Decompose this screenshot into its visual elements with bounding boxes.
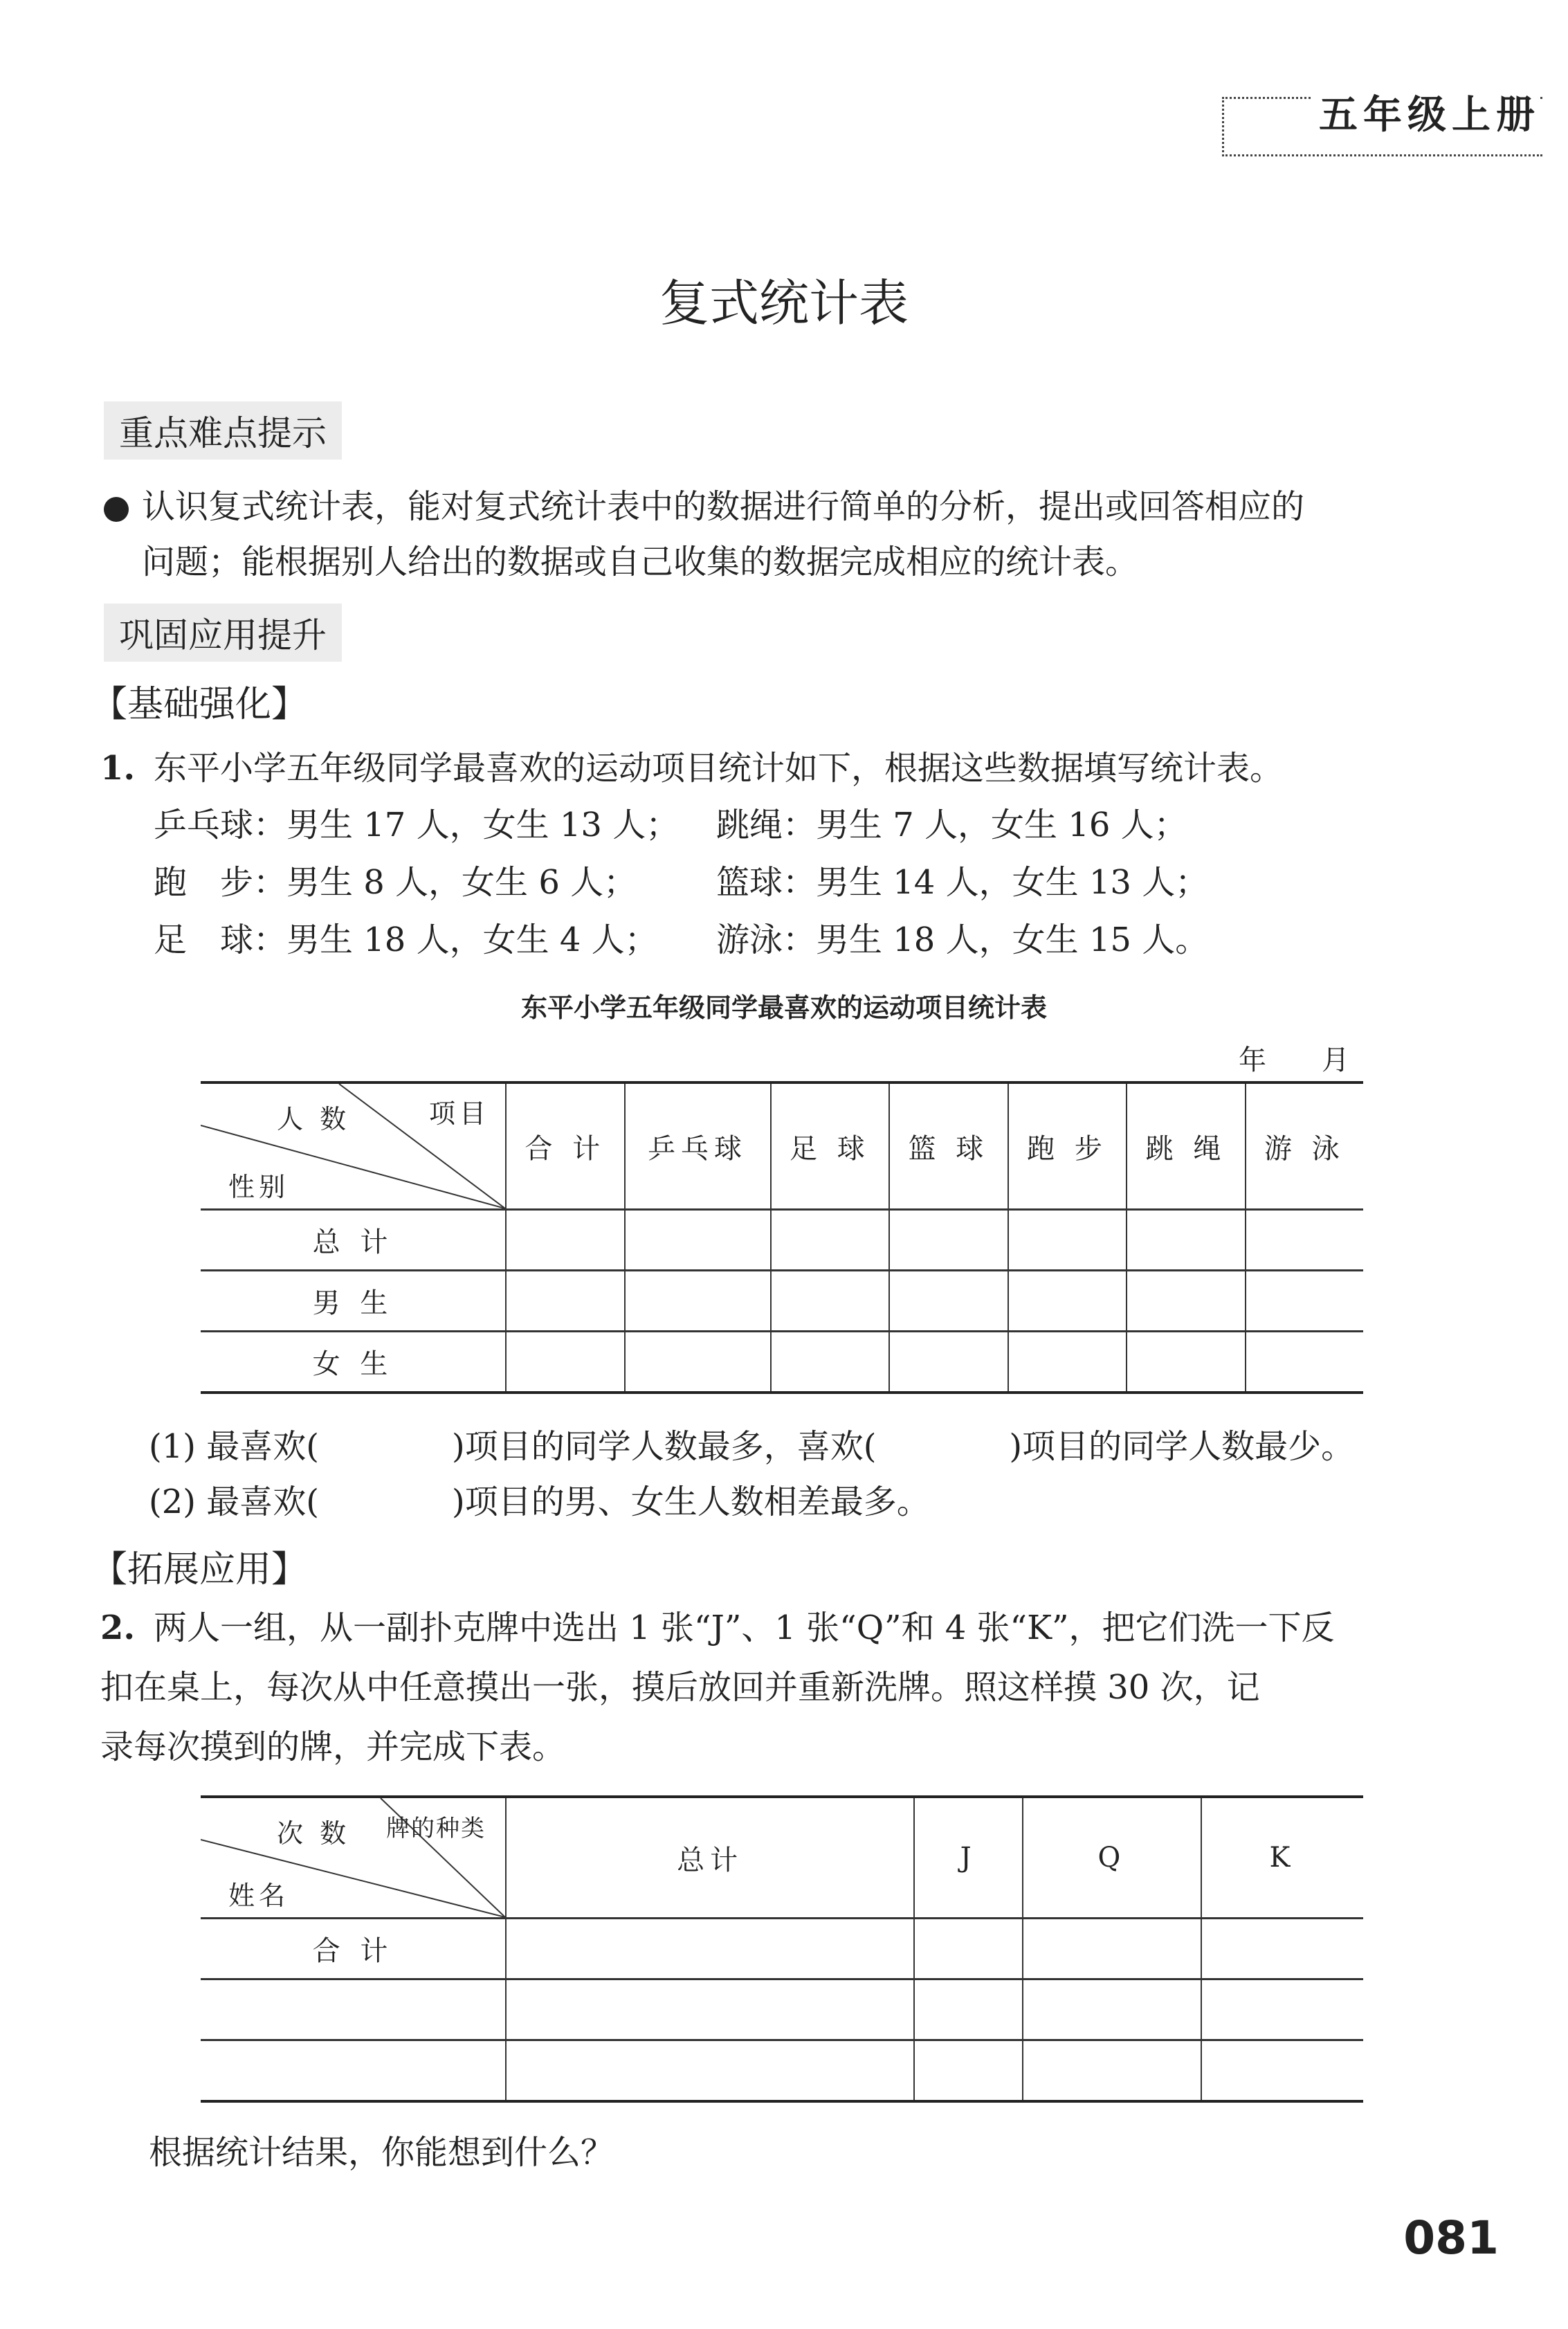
table-1-col-header: 游 泳: [1246, 1082, 1363, 1210]
page-title: 复式统计表: [659, 274, 909, 332]
card-draw-table: [201, 1795, 1363, 2103]
table-2-row-header[interactable]: [201, 1979, 506, 2040]
table-1-cell[interactable]: [889, 1332, 1008, 1393]
table-1-col-header: 足 球: [771, 1082, 890, 1210]
table-1-cell[interactable]: [1246, 1271, 1363, 1332]
question-2-line-2: 扣在桌上，每次从中任意摸出一张，摸后放回并重新洗牌。照这样摸 30 次，记: [100, 1668, 1260, 1707]
table-2-cell[interactable]: [914, 1979, 1023, 2040]
table-1-row-header: 女 生: [201, 1332, 506, 1393]
table-1-cell[interactable]: [1008, 1332, 1127, 1393]
table-1-row-header: 男 生: [201, 1271, 506, 1332]
data-line-2-right: 篮球：男生 14 人，女生 13 人；: [716, 863, 1209, 902]
table-2-col-header: 总计: [506, 1797, 914, 1919]
table-1-cell[interactable]: [889, 1271, 1008, 1332]
key-point-line-1: 认识复式统计表，能对复式统计表中的数据进行简单的分析，提出或回答相应的: [142, 487, 1305, 526]
table-2-cell[interactable]: [1023, 1979, 1201, 2040]
data-line-2-left: 跑 步：男生 8 人，女生 6 人；: [154, 863, 637, 902]
data-line-3-left: 足 球：男生 18 人，女生 4 人；: [154, 921, 658, 959]
data-line-3-right: 游泳：男生 18 人，女生 15 人。: [716, 921, 1209, 959]
table-1-cell[interactable]: [506, 1210, 625, 1271]
table-2-cell[interactable]: [1201, 1919, 1363, 1979]
table-1-cell[interactable]: [625, 1332, 771, 1393]
table-1-cell[interactable]: [771, 1271, 890, 1332]
table-1-row-header: 总 计: [201, 1210, 506, 1271]
table-2-cell[interactable]: [1201, 2040, 1363, 2101]
table-1-corner-cell: [201, 1082, 506, 1210]
table-1-cell[interactable]: [625, 1210, 771, 1271]
data-line-1-left: 乒乓球：男生 17 人，女生 13 人；: [154, 806, 680, 844]
table-1-col-header: 乒乓球: [625, 1082, 771, 1210]
section-heading-key-points: 重点难点提示: [104, 401, 342, 460]
table-2-cell[interactable]: [506, 1919, 914, 1979]
sub-question-1: (1) 最喜欢( )项目的同学人数最多，喜欢( )项目的同学人数最少。: [149, 1427, 1355, 1466]
section-heading-practice: 巩固应用提升: [104, 604, 342, 662]
part-label-extension: 【拓展应用】: [91, 1549, 308, 1591]
table-2-col-header: J: [914, 1797, 1023, 1919]
table-1-cell[interactable]: [1127, 1332, 1246, 1393]
table-2-cell[interactable]: [506, 2040, 914, 2101]
table-1-cell[interactable]: [1127, 1210, 1246, 1271]
corner-label-people: 人 数: [277, 1104, 351, 1134]
table-2-col-header: K: [1201, 1797, 1363, 1919]
table-2-row-header[interactable]: [201, 2040, 506, 2101]
part-label-basic: 【基础强化】: [91, 684, 308, 725]
question-1-text: 东平小学五年级同学最喜欢的运动项目统计如下，根据这些数据填写统计表。: [154, 749, 1284, 788]
table-2-cell[interactable]: [1023, 2040, 1201, 2101]
table-1-title: 东平小学五年级同学最喜欢的运动项目统计表: [520, 993, 1047, 1023]
table-1-date: 年 月: [1239, 1044, 1349, 1076]
table-2-col-header: Q: [1023, 1797, 1201, 1919]
table-2-cell[interactable]: [1023, 1919, 1201, 1979]
sports-stats-table: [201, 1081, 1363, 1394]
table-2-row-header: 合 计: [201, 1919, 506, 1979]
table-1-col-header: 跑 步: [1008, 1082, 1127, 1210]
grade-label: 五年级上册: [1312, 84, 1540, 140]
table-1-cell[interactable]: [771, 1210, 890, 1271]
question-1-number: 1.: [100, 749, 136, 788]
table-1-cell[interactable]: [771, 1332, 890, 1393]
sub-question-2: (2) 最喜欢( )项目的男、女生人数相差最多。: [149, 1483, 930, 1521]
bullet-icon: [104, 497, 129, 522]
table-1-cell[interactable]: [889, 1210, 1008, 1271]
table-1-col-header: 跳 绳: [1127, 1082, 1246, 1210]
corner-label-name: 姓名: [228, 1881, 290, 1911]
table-1-cell[interactable]: [1246, 1332, 1363, 1393]
data-line-1-right: 跳绳：男生 7 人，女生 16 人；: [716, 806, 1187, 844]
table-2-cell[interactable]: [914, 1919, 1023, 1979]
table-1-cell[interactable]: [1008, 1271, 1127, 1332]
corner-label-count: 次 数: [277, 1818, 351, 1849]
table-1-cell[interactable]: [1008, 1210, 1127, 1271]
table-1-cell[interactable]: [625, 1271, 771, 1332]
table-2-cell[interactable]: [914, 2040, 1023, 2101]
corner-label-card-type: 牌的种类: [386, 1815, 486, 1842]
table-1-col-header: 合 计: [506, 1082, 625, 1210]
reflection-question: 根据统计结果，你能想到什么？: [149, 2133, 614, 2172]
table-1-cell[interactable]: [506, 1332, 625, 1393]
question-2-line-3: 录每次摸到的牌，并完成下表。: [100, 1728, 566, 1766]
question-2-number: 2.: [100, 1608, 136, 1647]
table-2-corner-cell: [201, 1797, 506, 1919]
table-2-cell[interactable]: [1201, 1979, 1363, 2040]
corner-label-item: 项目: [429, 1098, 491, 1129]
table-2-cell[interactable]: [506, 1979, 914, 2040]
page-number: 081: [1403, 2211, 1499, 2265]
question-2-line-1: 两人一组，从一副扑克牌中选出 1 张“J”、1 张“Q”和 4 张“K”，把它们洗一下反: [154, 1608, 1335, 1647]
table-1-cell[interactable]: [506, 1271, 625, 1332]
table-1-cell[interactable]: [1246, 1210, 1363, 1271]
table-1-cell[interactable]: [1127, 1271, 1246, 1332]
key-point-line-2: 问题；能根据别人给出的数据或自己收集的数据完成相应的统计表。: [142, 543, 1139, 581]
corner-label-gender: 性别: [228, 1172, 290, 1202]
table-1-col-header: 篮 球: [889, 1082, 1008, 1210]
